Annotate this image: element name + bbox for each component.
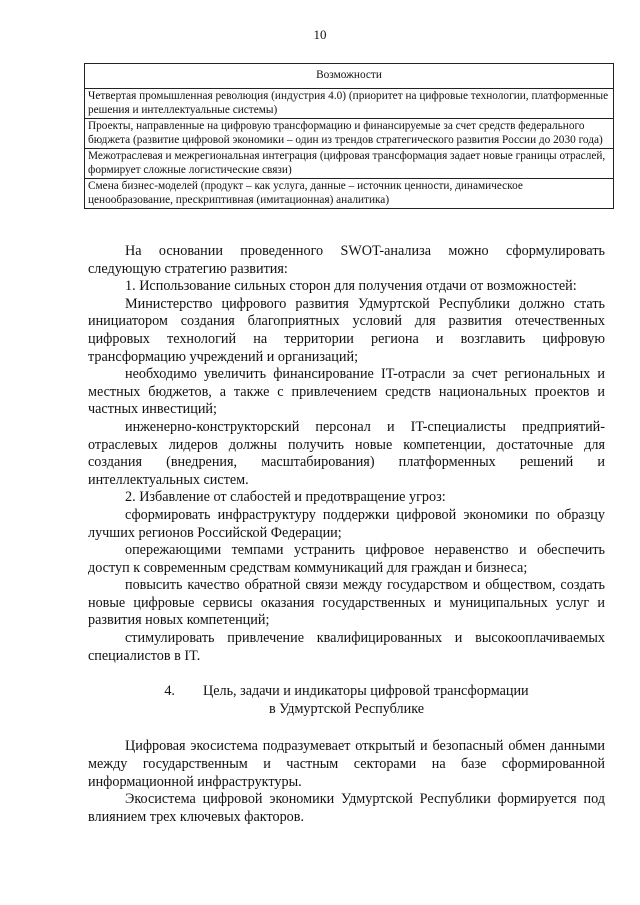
section-number: 4. xyxy=(164,683,175,700)
paragraph: На основании проведенного SWOT-анализа можно сформулировать следующую стратегию развития: xyxy=(88,243,605,277)
table-row: Межотраслевая и межрегиональная интеграция (цифровая трансформация задает новые границы отраслей, формирует сложные логистические связи) xyxy=(85,149,614,179)
paragraph: необходимо увеличить финансирование IT-отрасли за счет региональных и местных бюджетов, а также с привлечением средств национальных проектов и частных инвестиций; xyxy=(88,366,605,418)
paragraph: Экосистема цифровой экономики Удмуртской Республики формируется под влиянием трех ключевых факторов. xyxy=(88,791,605,825)
paragraph: стимулировать привлечение квалифицированных и высокооплачиваемых специалистов в IT. xyxy=(88,630,605,664)
table-header: Возможности xyxy=(85,64,614,89)
paragraph: Цифровая экосистема подразумевает открытый и безопасный обмен данными между государственным и частным секторами на базе сформированной информационной инфраструктуры. xyxy=(88,738,605,790)
paragraph: Министерство цифрового развития Удмуртской Республики должно стать инициатором создания благоприятных условий для развития отечественных цифровых технологий на территории региона и возглавить цифровую трансформацию учреждений и организаций; xyxy=(88,295,605,365)
section-heading xyxy=(88,683,605,718)
paragraph: 1. Использование сильных сторон для получения отдачи от возможностей: xyxy=(125,278,577,295)
table-row: Смена бизнес-моделей (продукт – как услуга, данные – источник ценности, динамическое ценообразование, прескриптивная (имитационная) аналитика) xyxy=(85,179,614,209)
document-body xyxy=(88,243,605,826)
paragraph: 2. Избавление от слабостей и предотвращение угроз: xyxy=(125,489,446,506)
paragraph: инженерно-конструкторский персонал и IT-специалисты предприятий-отраслевых лидеров должны получить новые компетенции, достаточные для создания (внедрения, масштабирования) платформенных решений и интеллектуальных систем. xyxy=(88,418,605,488)
paragraph: опережающими темпами устранить цифровое неравенство и обеспечить доступ к современным средствам коммуникаций для граждан и бизнеса; xyxy=(88,542,605,576)
paragraph: повысить качество обратной связи между государством и обществом, создать новые цифровые сервисы оказания государственных и муниципальных услуг и развития новых компетенций; xyxy=(88,577,605,629)
section-title-line1: Цель, задачи и индикаторы цифровой трансформации xyxy=(202,683,529,700)
section-title-line2: в Удмуртской Республике xyxy=(268,700,425,717)
opportunities-table xyxy=(84,63,614,209)
table-row: Четвертая промышленная революция (индустрия 4.0) (приоритет на цифровые технологии, платформенные решения и интеллектуальные системы) xyxy=(85,89,614,119)
table-row: Проекты, направленные на цифровую трансформацию и финансируемые за счет средств федерального бюджета (развитие цифровой экономики – один из трендов стратегического развития России до 2030 года) xyxy=(85,119,614,149)
paragraph: сформировать инфраструктуру поддержки цифровой экономики по образцу лучших регионов Российской Федерации; xyxy=(88,506,605,541)
page-number: 10 xyxy=(313,27,327,42)
